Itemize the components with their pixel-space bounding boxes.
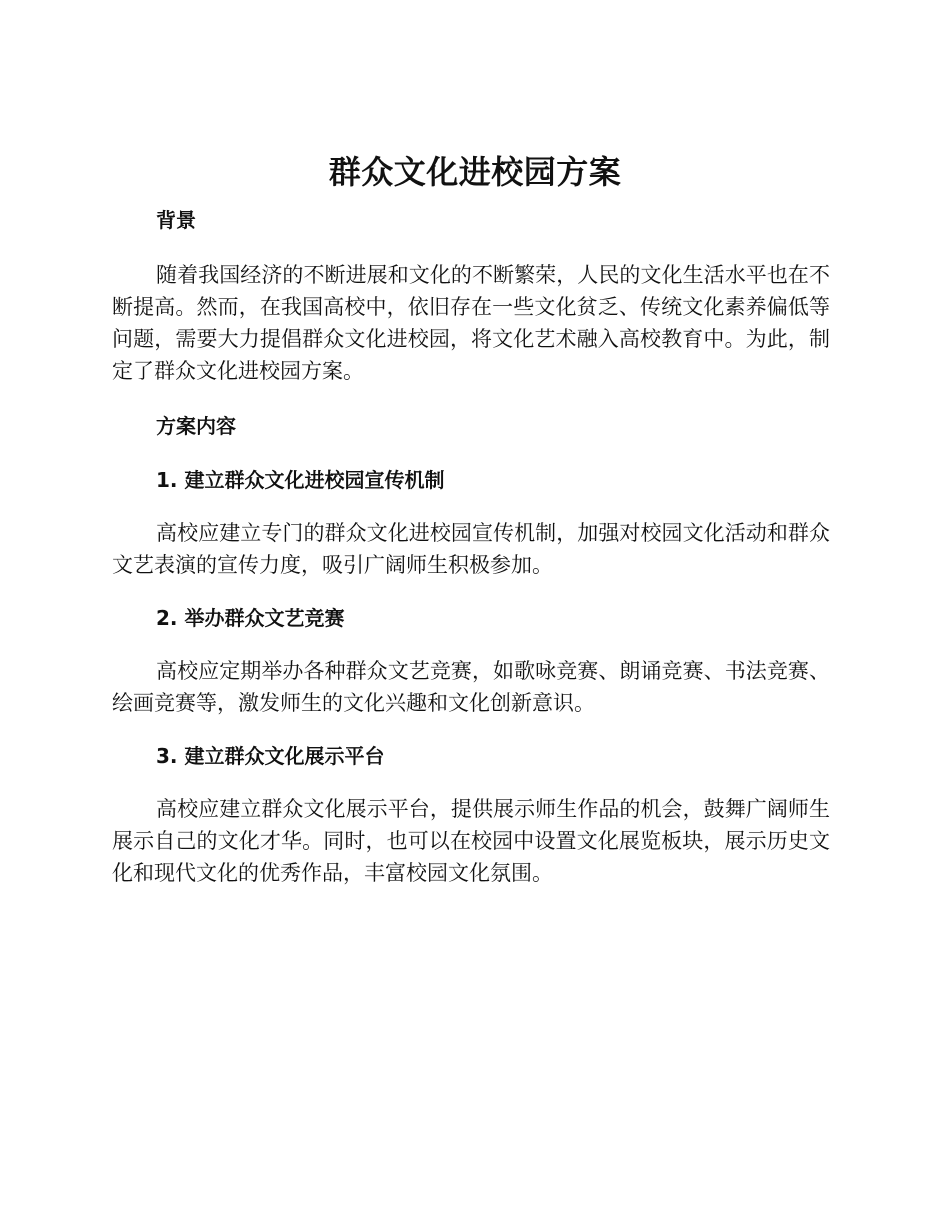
section-heading-background: 背景 <box>156 208 196 232</box>
section-heading-2: 2. 举办群众文艺竞赛 <box>156 606 345 630</box>
section-heading-plan-content: 方案内容 <box>156 414 236 438</box>
paragraph-section-3: 高校应建立群众文化展示平台，提供展示师生作品的机会，鼓舞广阔师生展示自己的文化才华。同时，也可以在校园中设置文化展览板块，展示历史文化和现代文化的优秀作品，丰富校园文化氛围。 <box>112 797 830 885</box>
document-title: 群众文化进校园方案 <box>328 153 622 191</box>
paragraph-background: 随着我国经济的不断进展和文化的不断繁荣，人民的文化生活水平也在不断提高。然而，在我国高校中，依旧存在一些文化贫乏、传统文化素养偏低等问题，需要大力提倡群众文化进校园，将文化艺术融入高校教育中。为此，制定了群众文化进校园方案。 <box>112 263 830 383</box>
section-heading-1: 1. 建立群众文化进校园宣传机制 <box>156 468 445 492</box>
section-heading-3: 3. 建立群众文化展示平台 <box>156 744 385 768</box>
document-body <box>112 203 830 889</box>
paragraph-section-1: 高校应建立专门的群众文化进校园宣传机制，加强对校园文化活动和群众文艺表演的宣传力度，吸引广阔师生积极参加。 <box>112 521 830 577</box>
paragraph-section-2: 高校应定期举办各种群众文艺竞赛，如歌咏竞赛、朗诵竞赛、书法竞赛、绘画竞赛等，激发师生的文化兴趣和文化创新意识。 <box>112 659 830 715</box>
